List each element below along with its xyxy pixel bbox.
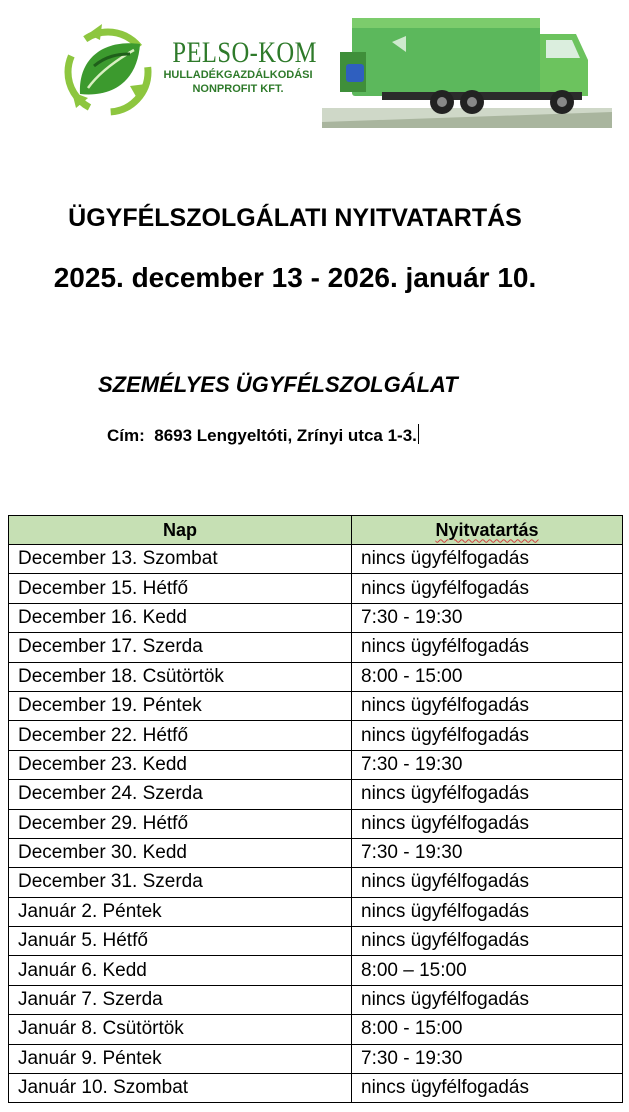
hours-cell: 7:30 - 19:30: [352, 838, 623, 867]
page-title: ÜGYFÉLSZOLGÁLATI NYITVATARTÁS: [68, 204, 522, 232]
hours-cell: 8:00 - 15:00: [352, 662, 623, 691]
address-label: Cím:: [107, 426, 145, 445]
table-row: [9, 691, 623, 720]
day-cell: December 17. Szerda: [9, 633, 352, 662]
column-header-day: Nap: [9, 516, 352, 545]
day-cell: Január 2. Péntek: [9, 897, 352, 926]
day-cell: December 18. Csütörtök: [9, 662, 352, 691]
column-header-hours: [352, 516, 623, 545]
hours-cell: nincs ügyfélfogadás: [352, 927, 623, 956]
day-cell: Január 5. Hétfő: [9, 927, 352, 956]
table-row: [9, 633, 623, 662]
table-row: [9, 721, 623, 750]
table-row: [9, 574, 623, 603]
table-row: [9, 956, 623, 985]
brand-name: PELSO-KOM: [172, 36, 317, 69]
brand-subtitle-line2: NONPROFIT KFT.: [192, 83, 284, 95]
section-heading: SZEMÉLYES ÜGYFÉLSZOLGÁLAT: [98, 372, 458, 397]
table-row: [9, 868, 623, 897]
table-row: [9, 662, 623, 691]
day-cell: December 23. Kedd: [9, 750, 352, 779]
hours-cell: nincs ügyfélfogadás: [352, 633, 623, 662]
hours-cell: nincs ügyfélfogadás: [352, 691, 623, 720]
table-row: [9, 927, 623, 956]
table-row: [9, 780, 623, 809]
table-row: [9, 1015, 623, 1044]
table-row: [9, 750, 623, 779]
hours-cell: nincs ügyfélfogadás: [352, 545, 623, 574]
garbage-truck-image-icon: [322, 12, 612, 128]
day-cell: Január 8. Csütörtök: [9, 1015, 352, 1044]
hours-cell: nincs ügyfélfogadás: [352, 868, 623, 897]
hours-cell: nincs ügyfélfogadás: [352, 1074, 623, 1103]
opening-hours-table: [8, 515, 623, 1103]
hours-cell: nincs ügyfélfogadás: [352, 574, 623, 603]
day-cell: December 13. Szombat: [9, 545, 352, 574]
day-cell: December 29. Hétfő: [9, 809, 352, 838]
day-cell: December 19. Péntek: [9, 691, 352, 720]
day-cell: Január 6. Kedd: [9, 956, 352, 985]
table-row: [9, 1074, 623, 1103]
hours-cell: nincs ügyfélfogadás: [352, 809, 623, 838]
date-range-title: 2025. december 13 - 2026. január 10.: [53, 262, 537, 293]
address-line: [107, 424, 419, 446]
day-cell: December 16. Kedd: [9, 603, 352, 632]
address-value: 8693 Lengyeltóti, Zrínyi utca 1-3.: [154, 426, 417, 445]
hours-cell: nincs ügyfélfogadás: [352, 721, 623, 750]
brand-subtitle-line1: HULLADÉKGAZDÁLKODÁSI: [163, 69, 313, 81]
brand-block: [158, 38, 318, 96]
day-cell: Január 7. Szerda: [9, 985, 352, 1014]
table-row: [9, 1044, 623, 1073]
day-cell: December 15. Hétfő: [9, 574, 352, 603]
table-row: [9, 897, 623, 926]
table-row: [9, 809, 623, 838]
hours-cell: 7:30 - 19:30: [352, 750, 623, 779]
hours-cell: nincs ügyfélfogadás: [352, 985, 623, 1014]
table-row: [9, 603, 623, 632]
recycle-leaf-logo-icon: [58, 14, 158, 124]
hours-cell: 7:30 - 19:30: [352, 603, 623, 632]
column-header-hours-label: Nyitvatartás: [435, 519, 539, 540]
table-row: [9, 985, 623, 1014]
hours-cell: 7:30 - 19:30: [352, 1044, 623, 1073]
day-cell: December 22. Hétfő: [9, 721, 352, 750]
hours-cell: nincs ügyfélfogadás: [352, 780, 623, 809]
day-cell: December 31. Szerda: [9, 868, 352, 897]
text-cursor: [418, 424, 419, 444]
day-cell: December 24. Szerda: [9, 780, 352, 809]
table-row: [9, 838, 623, 867]
hours-cell: 8:00 - 15:00: [352, 1015, 623, 1044]
day-cell: Január 9. Péntek: [9, 1044, 352, 1073]
hours-cell: 8:00 – 15:00: [352, 956, 623, 985]
day-cell: December 30. Kedd: [9, 838, 352, 867]
hours-cell: nincs ügyfélfogadás: [352, 897, 623, 926]
table-row: [9, 545, 623, 574]
table-header-row: [9, 516, 623, 545]
day-cell: Január 10. Szombat: [9, 1074, 352, 1103]
